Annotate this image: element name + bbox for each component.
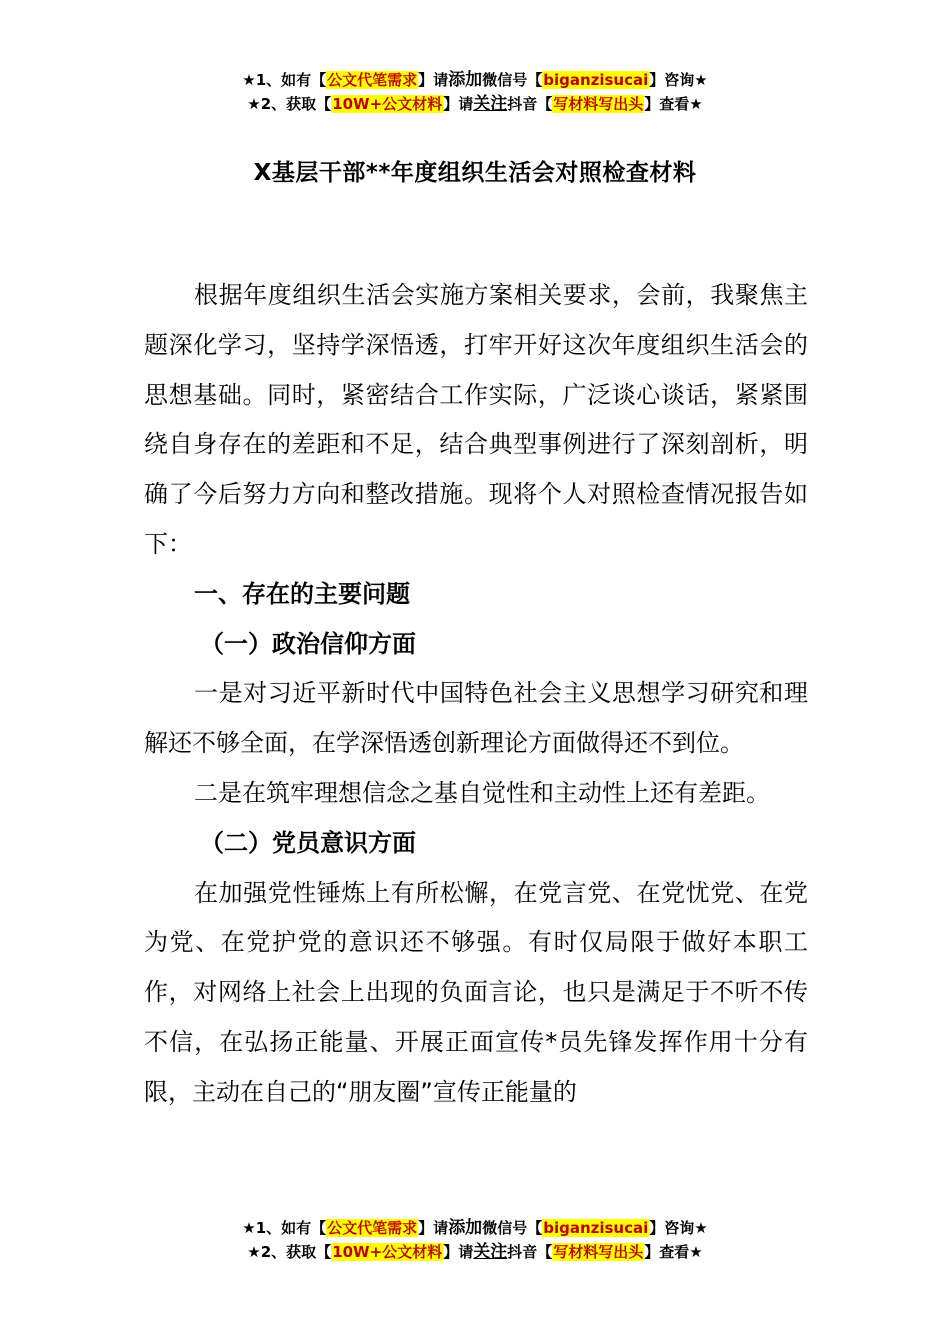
star-icon: ★ xyxy=(247,95,261,113)
body-paragraph: 二是在筑牢理想信念之基自觉性和主动性上还有差距。 xyxy=(194,778,770,807)
intro-paragraph: 根据年度组织生活会实施方案相关要求，会前，我聚焦主题深化学习，坚持学深悟透，打牢开好这次年度组织生活会的思想基础。同时，紧密结合工作实际，广泛谈心谈话，紧紧围绕自身存在的差距和不足，结合典型事例进行了深刻剖析，明确了今后努力方向和整改措施。现将个人对照检查情况报告如下： xyxy=(144,281,808,558)
highlight-wechat-id: biganzisucai xyxy=(543,1219,649,1237)
body-paragraph: 一是对习近平新时代中国特色社会主义思想学习研究和理解还不够全面，在学深悟透创新理论方面做得还不到位。 xyxy=(144,679,808,758)
banner-line-1: ★1、如有【公文代笔需求】请添加微信号【biganzisucai】咨询★ xyxy=(242,1218,708,1238)
star-icon: ★ xyxy=(242,71,256,89)
body-paragraph: 在加强党性锤炼上有所松懈，在党言党、在党忧党、在党为党、在党护党的意识还不够强。有时仅局限于做好本职工作，对网络上社会上出现的负面言论，也只是满足于不听不传不信，在弘扬正能量、开展正面宣传*员先锋发挥作用十分有限，主动在自己的“朋友圈”宣传正能量的 xyxy=(144,878,808,1106)
banner-line-2: ★2、获取【10W+公文材料】请关注抖音【写材料写出头】查看★ xyxy=(247,1242,703,1262)
star-icon: ★ xyxy=(242,1219,256,1237)
header-banner xyxy=(0,68,950,116)
section-heading: 一、存在的主要问题 xyxy=(194,579,410,608)
highlight-materials: 10W+公文材料 xyxy=(332,95,443,113)
highlight-service: 公文代笔需求 xyxy=(327,71,418,89)
subsection-heading: （一）政治信仰方面 xyxy=(200,629,416,658)
banner-line-1: ★1、如有【公文代笔需求】请添加微信号【biganzisucai】咨询★ xyxy=(242,70,708,90)
footer-banner xyxy=(0,1216,950,1264)
subsection-heading: （二）党员意识方面 xyxy=(200,828,416,857)
highlight-wechat-id: biganzisucai xyxy=(543,71,649,89)
highlight-service: 公文代笔需求 xyxy=(327,1219,418,1237)
banner-line-2: ★2、获取【10W+公文材料】请关注抖音【写材料写出头】查看★ xyxy=(247,94,703,114)
star-icon: ★ xyxy=(247,1243,261,1261)
document-title: X基层干部**年度组织生活会对照检查材料 xyxy=(253,160,697,186)
highlight-douyin-id: 写材料写出头 xyxy=(553,1243,644,1261)
highlight-douyin-id: 写材料写出头 xyxy=(553,95,644,113)
highlight-materials: 10W+公文材料 xyxy=(332,1243,443,1261)
document-body xyxy=(144,271,808,1118)
